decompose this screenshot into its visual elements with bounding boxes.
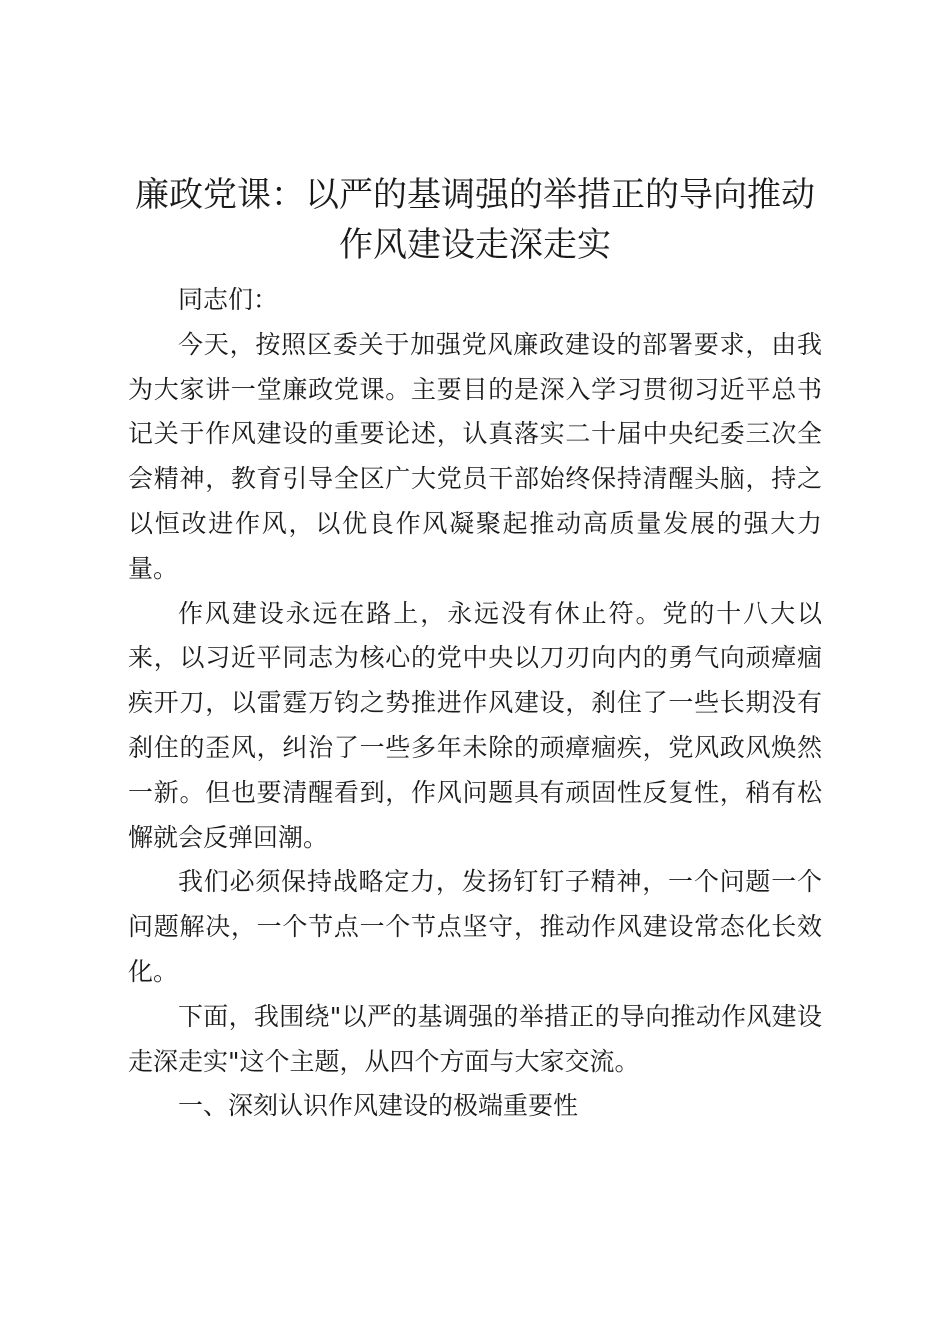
document-title xyxy=(100,170,850,270)
document-body xyxy=(128,278,822,1129)
title-line-1: 廉政党课：以严的基调强的举措正的导向推动 xyxy=(135,175,815,215)
salutation: 同志们： xyxy=(178,285,279,314)
section-heading-1: 一、深刻认识作风建设的极端重要性 xyxy=(178,1091,579,1121)
paragraph-background: 作风建设永远在路上，永远没有休止符。党的十八大以来，以习近平同志为核心的党中央以刀刃向内的勇气向顽瘴痼疾开刀，以雷霆万钧之势推进作风建设，刹住了一些长期没有刹住的歪风，纠治了一些多年未除的顽瘴痼疾，党风政风焕然一新。但也要清醒看到，作风问题具有顽固性反复性，稍有松懈就会反弹回潮。 xyxy=(128,598,822,852)
paragraph-intro: 今天，按照区委关于加强党风廉政建设的部署要求，由我为大家讲一堂廉政党课。主要目的是深入学习贯彻习近平总书记关于作风建设的重要论述，认真落实二十届中央纪委三次全会精神，教育引导全区广大党员干部始终保持清醒头脑，持之以恒改进作风，以优良作风凝聚起推动高质量发展的强大力量。 xyxy=(128,329,822,583)
title-line-2: 作风建设走深走实 xyxy=(339,225,611,265)
paragraph-resolve: 我们必须保持战略定力，发扬钉钉子精神，一个问题一个问题解决，一个节点一个节点坚守，推动作风建设常态化长效化。 xyxy=(128,867,822,986)
paragraph-outline: 下面，我围绕"以严的基调强的举措正的导向推动作风建设走深走实"这个主题，从四个方面与大家交流。 xyxy=(128,1001,822,1076)
